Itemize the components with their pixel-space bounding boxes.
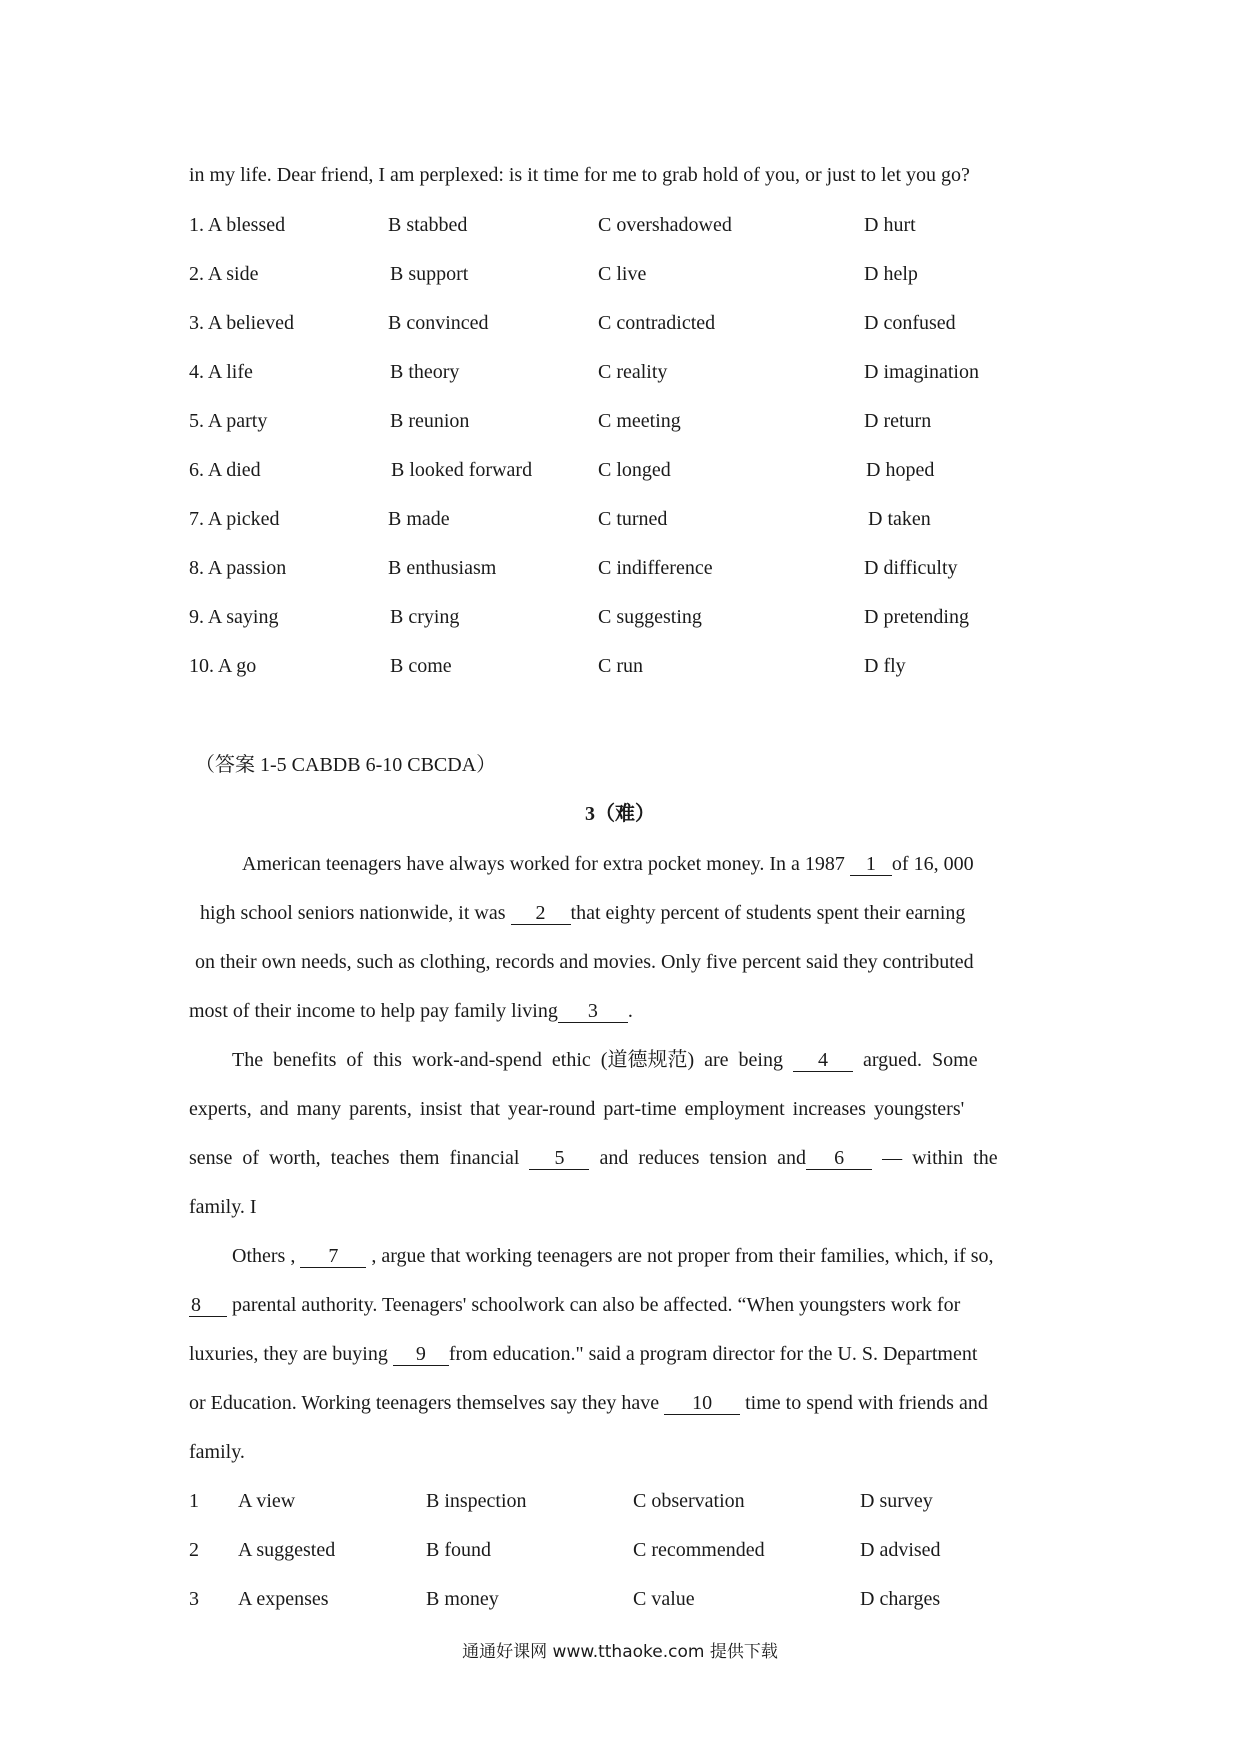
option-row: [0, 260, 1240, 288]
option-b: B money: [426, 1588, 499, 1610]
option-a: 4. A life: [189, 361, 253, 383]
option-a: A suggested: [238, 1539, 336, 1561]
option-number: 1: [189, 1490, 199, 1512]
option-d: D hurt: [864, 214, 916, 236]
blank-7: 7: [300, 1245, 366, 1268]
passage-line: The benefits of this work-and-spend ethic (道德规范) are being 4 argued. Some: [232, 1049, 978, 1071]
option-d: D imagination: [864, 361, 979, 383]
option-row: [0, 1536, 1240, 1564]
option-d: D hoped: [866, 459, 935, 481]
option-d: D difficulty: [864, 557, 958, 579]
option-d: D advised: [860, 1539, 941, 1561]
option-row: [0, 505, 1240, 533]
option-d: D pretending: [864, 606, 969, 628]
passage-line: family.: [189, 1441, 245, 1463]
passage-line: most of their income to help pay family living 3 .: [189, 1000, 633, 1022]
option-a: 9. A saying: [189, 606, 279, 628]
option-c: C suggesting: [598, 606, 702, 628]
option-a: 3. A believed: [189, 312, 294, 334]
blank-8: 8: [189, 1294, 227, 1317]
option-row: [0, 554, 1240, 582]
option-b: B come: [390, 655, 452, 677]
passage-line: high school seniors nationwide, it was 2 that eighty percent of students spent their earning: [200, 902, 966, 924]
option-a: 6. A died: [189, 459, 261, 481]
option-row: [0, 358, 1240, 386]
option-c: C reality: [598, 361, 668, 383]
blank-4: 4: [793, 1049, 853, 1072]
option-a: A view: [238, 1490, 296, 1512]
blank-10: 10: [664, 1392, 740, 1415]
option-d: D fly: [864, 655, 906, 677]
option-b: B theory: [390, 361, 460, 383]
section-heading: 3（难）: [585, 803, 655, 825]
option-c: C run: [598, 655, 643, 677]
blank-5: 5: [529, 1147, 589, 1170]
option-c: C turned: [598, 508, 668, 530]
blank-9: 9: [393, 1343, 449, 1366]
option-row: [0, 309, 1240, 337]
option-c: C indifference: [598, 557, 713, 579]
option-b: B crying: [390, 606, 460, 628]
option-b: B convinced: [388, 312, 489, 334]
option-a: 2. A side: [189, 263, 259, 285]
answer-key: （答案 1-5 CABDB 6-10 CBCDA）: [195, 754, 497, 776]
option-a: 8. A passion: [189, 557, 287, 579]
option-d: D taken: [868, 508, 931, 530]
page-footer: 通通好课网 www.tthaoke.com 提供下载: [462, 1642, 778, 1662]
passage-line: sense of worth, teaches them financial 5 and reduces tension and 6 — within the: [189, 1147, 998, 1169]
option-a: 1. A blessed: [189, 214, 286, 236]
passage-line: American teenagers have always worked for extra pocket money. In a 1987 1 of 16, 000: [242, 853, 974, 875]
option-row: [0, 1585, 1240, 1613]
option-row: [0, 652, 1240, 680]
option-row: [0, 456, 1240, 484]
passage-line: luxuries, they are buying 9 from education." said a program director for the U. S. Department: [189, 1343, 978, 1365]
option-c: C value: [633, 1588, 695, 1610]
option-b: B found: [426, 1539, 491, 1561]
option-d: D help: [864, 263, 918, 285]
blank-2: 2: [511, 902, 571, 925]
passage-line: 8 parental authority. Teenagers' schoolwork can also be affected. “When youngsters work for: [191, 1294, 961, 1316]
option-a: 7. A picked: [189, 508, 280, 530]
option-b: B support: [390, 263, 469, 285]
passage-line: on their own needs, such as clothing, records and movies. Only five percent said they contributed: [195, 951, 974, 973]
option-b: B made: [388, 508, 450, 530]
option-a: 10. A go: [189, 655, 257, 677]
option-b: B inspection: [426, 1490, 527, 1512]
passage-line: experts, and many parents, insist that year-round part-time employment increases youngsters': [189, 1098, 965, 1120]
option-number: 2: [189, 1539, 199, 1561]
option-d: D survey: [860, 1490, 933, 1512]
option-b: B stabbed: [388, 214, 468, 236]
option-c: C observation: [633, 1490, 745, 1512]
option-d: D confused: [864, 312, 956, 334]
blank-6: 6: [806, 1147, 872, 1170]
option-c: C meeting: [598, 410, 681, 432]
passage-line: family. I: [189, 1196, 257, 1218]
passage-line: Others , 7 , argue that working teenagers are not proper from their families, which, if so,: [232, 1245, 994, 1267]
option-b: B enthusiasm: [388, 557, 497, 579]
option-row: [0, 603, 1240, 631]
passage-line: or Education. Working teenagers themselves say they have 10 time to spend with friends and: [189, 1392, 988, 1414]
option-c: C recommended: [633, 1539, 765, 1561]
option-b: B looked forward: [391, 459, 533, 481]
option-c: C live: [598, 263, 647, 285]
option-c: C contradicted: [598, 312, 716, 334]
option-row: [0, 407, 1240, 435]
option-number: 3: [189, 1588, 199, 1610]
intro-line: in my life. Dear friend, I am perplexed: is it time for me to grab hold of you, or just to let you go?: [189, 164, 970, 186]
option-a: 5. A party: [189, 410, 268, 432]
option-d: D charges: [860, 1588, 941, 1610]
option-b: B reunion: [390, 410, 470, 432]
option-c: C longed: [598, 459, 671, 481]
option-row: [0, 211, 1240, 239]
blank-3: 3: [558, 1000, 628, 1023]
option-d: D return: [864, 410, 932, 432]
option-a: A expenses: [238, 1588, 329, 1610]
option-row: [0, 1487, 1240, 1515]
blank-1: 1: [850, 853, 892, 876]
option-c: C overshadowed: [598, 214, 732, 236]
